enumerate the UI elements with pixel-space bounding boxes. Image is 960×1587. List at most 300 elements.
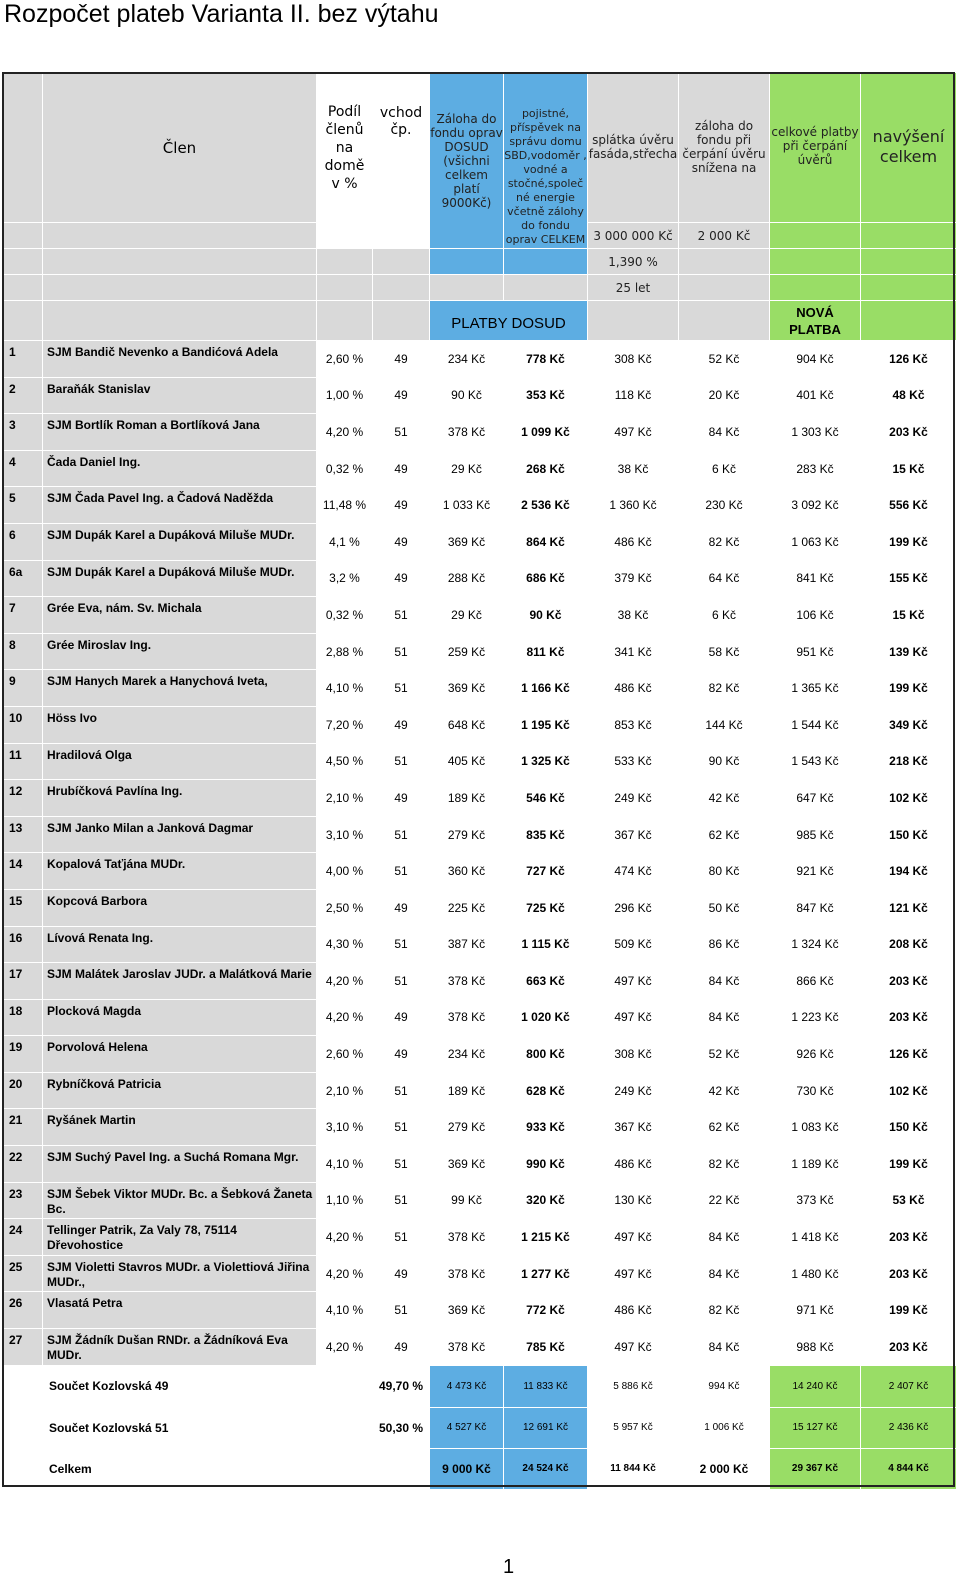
sum-increase-total: 4 844 Kč bbox=[861, 1448, 957, 1489]
header-celkove: celkové platby při čerpání úvěrů bbox=[770, 73, 861, 223]
sum-deposit-reduced: 2 000 Kč bbox=[679, 1448, 770, 1489]
sum-loan-installment: 5 957 Kč bbox=[588, 1407, 679, 1448]
sum-deposit-current: 9 000 Kč bbox=[430, 1448, 504, 1489]
payment-current: 800 Kč bbox=[504, 1036, 588, 1073]
increase-total: 48 Kč bbox=[861, 377, 957, 414]
loan-installment: 249 Kč bbox=[588, 1072, 679, 1109]
deposit-reduced: 22 Kč bbox=[679, 1182, 770, 1219]
deposit-current: 378 Kč bbox=[430, 1219, 504, 1256]
total-new-payment: 841 Kč bbox=[770, 560, 861, 597]
deposit-reduced: 52 Kč bbox=[679, 1036, 770, 1073]
increase-total: 102 Kč bbox=[861, 780, 957, 817]
payment-current: 268 Kč bbox=[504, 450, 588, 487]
deposit-reduced: 6 Kč bbox=[679, 450, 770, 487]
payment-current: 628 Kč bbox=[504, 1072, 588, 1109]
row-number: 14 bbox=[3, 853, 43, 890]
loan-installment: 474 Kč bbox=[588, 853, 679, 890]
share-percent: 3,10 % bbox=[317, 1109, 373, 1146]
share-percent: 4,20 % bbox=[317, 1329, 373, 1366]
deposit-current: 279 Kč bbox=[430, 816, 504, 853]
share-percent: 4,10 % bbox=[317, 670, 373, 707]
entrance-number: 51 bbox=[373, 1109, 430, 1146]
deposit-current: 288 Kč bbox=[430, 560, 504, 597]
row-number: 13 bbox=[3, 816, 43, 853]
entrance-number: 49 bbox=[373, 341, 430, 378]
entrance-number: 51 bbox=[373, 1146, 430, 1183]
table-row bbox=[3, 706, 957, 743]
sum-increase-total: 2 436 Kč bbox=[861, 1407, 957, 1448]
loan-installment: 379 Kč bbox=[588, 560, 679, 597]
increase-total: 15 Kč bbox=[861, 450, 957, 487]
entrance-number: 49 bbox=[373, 487, 430, 524]
member-name: Tellinger Patrik, Za Valy 78, 75114 Dřevohostice bbox=[43, 1219, 317, 1256]
member-name: SJM Dupák Karel a Dupáková Miluše MUDr. bbox=[43, 560, 317, 597]
increase-total: 556 Kč bbox=[861, 487, 957, 524]
deposit-current: 1 033 Kč bbox=[430, 487, 504, 524]
loan-installment: 130 Kč bbox=[588, 1182, 679, 1219]
share-percent: 1,00 % bbox=[317, 377, 373, 414]
deposit-current: 369 Kč bbox=[430, 670, 504, 707]
table-row bbox=[3, 1072, 957, 1109]
table-row bbox=[3, 633, 957, 670]
deposit-reduced: 84 Kč bbox=[679, 963, 770, 1000]
member-name: Kopalová Taťjána MUDr. bbox=[43, 853, 317, 890]
table-row bbox=[3, 1109, 957, 1146]
deposit-current: 378 Kč bbox=[430, 963, 504, 1000]
member-name: Čada Daniel Ing. bbox=[43, 450, 317, 487]
entrance-number: 51 bbox=[373, 743, 430, 780]
loan-installment: 497 Kč bbox=[588, 999, 679, 1036]
loan-installment: 341 Kč bbox=[588, 633, 679, 670]
payment-current: 1 325 Kč bbox=[504, 743, 588, 780]
total-new-payment: 283 Kč bbox=[770, 450, 861, 487]
deposit-reduced: 62 Kč bbox=[679, 1109, 770, 1146]
deposit-current: 648 Kč bbox=[430, 706, 504, 743]
increase-total: 203 Kč bbox=[861, 414, 957, 451]
sum-deposit-current: 4 473 Kč bbox=[430, 1365, 504, 1407]
member-name: Grée Eva, nám. Sv. Michala bbox=[43, 597, 317, 634]
table-row bbox=[3, 853, 957, 890]
share-percent: 4,20 % bbox=[317, 1255, 373, 1292]
deposit-current: 99 Kč bbox=[430, 1182, 504, 1219]
deposit-current: 360 Kč bbox=[430, 853, 504, 890]
deposit-reduced: 84 Kč bbox=[679, 1255, 770, 1292]
sum-loan-installment: 11 844 Kč bbox=[588, 1448, 679, 1489]
deposit-current: 378 Kč bbox=[430, 999, 504, 1036]
share-percent: 3,2 % bbox=[317, 560, 373, 597]
table-row bbox=[3, 743, 957, 780]
increase-total: 150 Kč bbox=[861, 816, 957, 853]
share-percent: 4,20 % bbox=[317, 963, 373, 1000]
entrance-number: 51 bbox=[373, 926, 430, 963]
deposit-current: 369 Kč bbox=[430, 523, 504, 560]
increase-total: 150 Kč bbox=[861, 1109, 957, 1146]
table-row bbox=[3, 523, 957, 560]
entrance-number: 49 bbox=[373, 523, 430, 560]
table-row bbox=[3, 1182, 957, 1219]
payment-current: 990 Kč bbox=[504, 1146, 588, 1183]
entrance-number: 49 bbox=[373, 706, 430, 743]
deposit-reduced: 82 Kč bbox=[679, 670, 770, 707]
header-pojistne: pojistné, příspěvek na správu domu SBD,vodoměr , vodné a stočné,společ né energie včetně zálohy do fondu oprav CELKEM bbox=[504, 73, 588, 249]
share-percent: 4,00 % bbox=[317, 853, 373, 890]
entrance-number: 49 bbox=[373, 1036, 430, 1073]
total-new-payment: 1 083 Kč bbox=[770, 1109, 861, 1146]
increase-total: 194 Kč bbox=[861, 853, 957, 890]
total-new-payment: 1 365 Kč bbox=[770, 670, 861, 707]
total-new-payment: 988 Kč bbox=[770, 1329, 861, 1366]
member-name: SJM Janko Milan a Janková Dagmar bbox=[43, 816, 317, 853]
table-row bbox=[3, 597, 957, 634]
share-percent: 4,30 % bbox=[317, 926, 373, 963]
loan-installment: 497 Kč bbox=[588, 414, 679, 451]
sum-label: Celkem bbox=[3, 1448, 373, 1489]
deposit-reduced: 84 Kč bbox=[679, 999, 770, 1036]
table-row bbox=[3, 1036, 957, 1073]
increase-total: 203 Kč bbox=[861, 1329, 957, 1366]
deposit-current: 29 Kč bbox=[430, 597, 504, 634]
share-percent: 4,20 % bbox=[317, 414, 373, 451]
table-row bbox=[3, 341, 957, 378]
deposit-current: 369 Kč bbox=[430, 1146, 504, 1183]
deposit-current: 189 Kč bbox=[430, 780, 504, 817]
payment-current: 663 Kč bbox=[504, 963, 588, 1000]
payment-current: 686 Kč bbox=[504, 560, 588, 597]
entrance-number: 51 bbox=[373, 670, 430, 707]
total-new-payment: 847 Kč bbox=[770, 889, 861, 926]
deposit-reduced: 82 Kč bbox=[679, 1146, 770, 1183]
deposit-reduced: 58 Kč bbox=[679, 633, 770, 670]
increase-total: 126 Kč bbox=[861, 1036, 957, 1073]
total-new-payment: 951 Kč bbox=[770, 633, 861, 670]
deposit-reduced: 90 Kč bbox=[679, 743, 770, 780]
row-number: 2 bbox=[3, 377, 43, 414]
loan-installment: 509 Kč bbox=[588, 926, 679, 963]
row-number: 24 bbox=[3, 1219, 43, 1256]
total-new-payment: 1 324 Kč bbox=[770, 926, 861, 963]
increase-total: 199 Kč bbox=[861, 670, 957, 707]
loan-installment: 497 Kč bbox=[588, 963, 679, 1000]
row-number: 22 bbox=[3, 1146, 43, 1183]
member-name: Lívová Renata Ing. bbox=[43, 926, 317, 963]
increase-total: 53 Kč bbox=[861, 1182, 957, 1219]
increase-total: 15 Kč bbox=[861, 597, 957, 634]
total-new-payment: 1 063 Kč bbox=[770, 523, 861, 560]
sum-increase-total: 2 407 Kč bbox=[861, 1365, 957, 1407]
deposit-current: 259 Kč bbox=[430, 633, 504, 670]
header-splatka: splátka úvěru fasáda,střecha bbox=[588, 73, 679, 223]
loan-installment: 367 Kč bbox=[588, 1109, 679, 1146]
nova-platba-label: NOVÁ PLATBA bbox=[770, 301, 861, 341]
loan-installment: 38 Kč bbox=[588, 597, 679, 634]
member-name: Grée Miroslav Ing. bbox=[43, 633, 317, 670]
share-percent: 4,10 % bbox=[317, 1146, 373, 1183]
member-name: SJM Violetti Stavros MUDr. a Violettiová Jiřina MUDr., bbox=[43, 1255, 317, 1292]
entrance-number: 51 bbox=[373, 633, 430, 670]
share-percent: 0,32 % bbox=[317, 450, 373, 487]
row-number: 10 bbox=[3, 706, 43, 743]
table-row bbox=[3, 450, 957, 487]
loan-installment: 118 Kč bbox=[588, 377, 679, 414]
table-row bbox=[3, 560, 957, 597]
increase-total: 203 Kč bbox=[861, 963, 957, 1000]
deposit-reduced: 52 Kč bbox=[679, 341, 770, 378]
payment-current: 2 536 Kč bbox=[504, 487, 588, 524]
payment-current: 1 195 Kč bbox=[504, 706, 588, 743]
sum-loan-installment: 5 886 Kč bbox=[588, 1365, 679, 1407]
sum-deposit-reduced: 994 Kč bbox=[679, 1365, 770, 1407]
row-number: 4 bbox=[3, 450, 43, 487]
entrance-number: 51 bbox=[373, 414, 430, 451]
increase-total: 199 Kč bbox=[861, 523, 957, 560]
row-number: 6 bbox=[3, 523, 43, 560]
loan-installment: 486 Kč bbox=[588, 1292, 679, 1329]
header-zaloha-snizena: záloha do fondu při čerpání úvěru snížena na bbox=[679, 73, 770, 223]
loan-installment: 38 Kč bbox=[588, 450, 679, 487]
entrance-number: 51 bbox=[373, 597, 430, 634]
share-percent: 1,10 % bbox=[317, 1182, 373, 1219]
deposit-reduced: 144 Kč bbox=[679, 706, 770, 743]
entrance-number: 51 bbox=[373, 1219, 430, 1256]
member-name: SJM Čada Pavel Ing. a Čadová Naděžda bbox=[43, 487, 317, 524]
member-name: Kopcová Barbora bbox=[43, 889, 317, 926]
row-number: 15 bbox=[3, 889, 43, 926]
row-number: 26 bbox=[3, 1292, 43, 1329]
total-new-payment: 1 223 Kč bbox=[770, 999, 861, 1036]
payment-current: 1 277 Kč bbox=[504, 1255, 588, 1292]
deposit-reduced: 42 Kč bbox=[679, 1072, 770, 1109]
member-name: Plocková Magda bbox=[43, 999, 317, 1036]
sum-row bbox=[3, 1365, 957, 1407]
total-new-payment: 1 189 Kč bbox=[770, 1146, 861, 1183]
payment-current: 1 099 Kč bbox=[504, 414, 588, 451]
member-name: SJM Žádník Dušan RNDr. a Žádníková Eva MUDr. bbox=[43, 1329, 317, 1366]
table-row bbox=[3, 1219, 957, 1256]
row-number: 7 bbox=[3, 597, 43, 634]
share-percent: 0,32 % bbox=[317, 597, 373, 634]
increase-total: 349 Kč bbox=[861, 706, 957, 743]
member-name: Baraňák Stanislav bbox=[43, 377, 317, 414]
sum-total-new-payment: 15 127 Kč bbox=[770, 1407, 861, 1448]
sum-deposit-current: 4 527 Kč bbox=[430, 1407, 504, 1448]
header-clen: Člen bbox=[43, 73, 317, 223]
row-number: 19 bbox=[3, 1036, 43, 1073]
row-number: 23 bbox=[3, 1182, 43, 1219]
deposit-current: 29 Kč bbox=[430, 450, 504, 487]
total-new-payment: 904 Kč bbox=[770, 341, 861, 378]
sum-row bbox=[3, 1407, 957, 1448]
row-number: 27 bbox=[3, 1329, 43, 1366]
total-new-payment: 1 480 Kč bbox=[770, 1255, 861, 1292]
loan-installment: 486 Kč bbox=[588, 670, 679, 707]
entrance-number: 49 bbox=[373, 780, 430, 817]
increase-total: 139 Kč bbox=[861, 633, 957, 670]
header-navyseni: navýšení celkem bbox=[861, 73, 957, 223]
total-new-payment: 373 Kč bbox=[770, 1182, 861, 1219]
entrance-number: 51 bbox=[373, 853, 430, 890]
loan-installment: 308 Kč bbox=[588, 1036, 679, 1073]
share-percent: 2,10 % bbox=[317, 780, 373, 817]
member-name: SJM Malátek Jaroslav JUDr. a Malátková Marie bbox=[43, 963, 317, 1000]
deposit-current: 234 Kč bbox=[430, 341, 504, 378]
total-new-payment: 985 Kč bbox=[770, 816, 861, 853]
share-percent: 2,60 % bbox=[317, 341, 373, 378]
payment-current: 835 Kč bbox=[504, 816, 588, 853]
loan-installment: 497 Kč bbox=[588, 1219, 679, 1256]
deposit-reduced: 84 Kč bbox=[679, 414, 770, 451]
entrance-number: 49 bbox=[373, 889, 430, 926]
row-number: 5 bbox=[3, 487, 43, 524]
total-new-payment: 1 303 Kč bbox=[770, 414, 861, 451]
uver-castka: 3 000 000 Kč bbox=[588, 223, 679, 249]
entrance-number: 49 bbox=[373, 999, 430, 1036]
share-percent: 2,88 % bbox=[317, 633, 373, 670]
total-new-payment: 866 Kč bbox=[770, 963, 861, 1000]
deposit-reduced: 50 Kč bbox=[679, 889, 770, 926]
deposit-current: 378 Kč bbox=[430, 414, 504, 451]
loan-installment: 308 Kč bbox=[588, 341, 679, 378]
table-row bbox=[3, 487, 957, 524]
total-new-payment: 971 Kč bbox=[770, 1292, 861, 1329]
row-number: 6a bbox=[3, 560, 43, 597]
deposit-current: 369 Kč bbox=[430, 1292, 504, 1329]
total-new-payment: 401 Kč bbox=[770, 377, 861, 414]
header-podil: Podíl členů na domě v % bbox=[317, 73, 373, 223]
sum-label: Součet Kozlovská 51 bbox=[3, 1407, 373, 1448]
loan-installment: 249 Kč bbox=[588, 780, 679, 817]
share-percent: 4,10 % bbox=[317, 1292, 373, 1329]
row-number: 3 bbox=[3, 414, 43, 451]
deposit-current: 90 Kč bbox=[430, 377, 504, 414]
total-new-payment: 647 Kč bbox=[770, 780, 861, 817]
payment-current: 727 Kč bbox=[504, 853, 588, 890]
page-number: 1 bbox=[503, 1556, 515, 1578]
header-zaloha-dosud: Záloha do fondu oprav DOSUD (všichni celkem platí 9000Kč) bbox=[430, 73, 504, 249]
row-number: 11 bbox=[3, 743, 43, 780]
member-name: Ryšánek Martin bbox=[43, 1109, 317, 1146]
table-row bbox=[3, 1329, 957, 1366]
deposit-reduced: 84 Kč bbox=[679, 1219, 770, 1256]
row-number: 18 bbox=[3, 999, 43, 1036]
payment-current: 785 Kč bbox=[504, 1329, 588, 1366]
deposit-reduced: 82 Kč bbox=[679, 523, 770, 560]
member-name: SJM Hanych Marek a Hanychová Iveta, bbox=[43, 670, 317, 707]
row-number: 20 bbox=[3, 1072, 43, 1109]
member-name: SJM Bortlík Roman a Bortlíková Jana bbox=[43, 414, 317, 451]
share-percent: 2,60 % bbox=[317, 1036, 373, 1073]
entrance-number: 49 bbox=[373, 1329, 430, 1366]
deposit-reduced: 20 Kč bbox=[679, 377, 770, 414]
sum-percent bbox=[373, 1448, 430, 1489]
share-percent: 4,50 % bbox=[317, 743, 373, 780]
total-new-payment: 3 092 Kč bbox=[770, 487, 861, 524]
entrance-number: 49 bbox=[373, 377, 430, 414]
header-vchod: vchod čp. bbox=[373, 73, 430, 223]
total-new-payment: 1 544 Kč bbox=[770, 706, 861, 743]
share-percent: 4,1 % bbox=[317, 523, 373, 560]
total-new-payment: 1 418 Kč bbox=[770, 1219, 861, 1256]
increase-total: 199 Kč bbox=[861, 1146, 957, 1183]
share-percent: 3,10 % bbox=[317, 816, 373, 853]
row-number: 9 bbox=[3, 670, 43, 707]
member-name: Rybníčková Patricia bbox=[43, 1072, 317, 1109]
increase-total: 203 Kč bbox=[861, 999, 957, 1036]
payment-current: 864 Kč bbox=[504, 523, 588, 560]
member-name: SJM Šebek Viktor MUDr. Bc. a Šebková Žaneta Bc. bbox=[43, 1182, 317, 1219]
payment-current: 1 215 Kč bbox=[504, 1219, 588, 1256]
share-percent: 4,20 % bbox=[317, 999, 373, 1036]
sum-percent: 49,70 % bbox=[373, 1365, 430, 1407]
member-name: SJM Bandič Nevenko a Bandićová Adela bbox=[43, 341, 317, 378]
share-percent: 2,50 % bbox=[317, 889, 373, 926]
payment-current: 1 166 Kč bbox=[504, 670, 588, 707]
increase-total: 203 Kč bbox=[861, 1255, 957, 1292]
entrance-number: 51 bbox=[373, 1182, 430, 1219]
total-new-payment: 921 Kč bbox=[770, 853, 861, 890]
entrance-number: 49 bbox=[373, 1255, 430, 1292]
sum-percent: 50,30 % bbox=[373, 1407, 430, 1448]
table-row bbox=[3, 1255, 957, 1292]
increase-total: 218 Kč bbox=[861, 743, 957, 780]
table-row bbox=[3, 963, 957, 1000]
loan-installment: 486 Kč bbox=[588, 523, 679, 560]
deposit-reduced: 64 Kč bbox=[679, 560, 770, 597]
payment-current: 1 020 Kč bbox=[504, 999, 588, 1036]
member-name: Vlasatá Petra bbox=[43, 1292, 317, 1329]
loan-installment: 853 Kč bbox=[588, 706, 679, 743]
share-percent: 11,48 % bbox=[317, 487, 373, 524]
increase-total: 121 Kč bbox=[861, 889, 957, 926]
member-name: Hradilová Olga bbox=[43, 743, 317, 780]
payment-current: 353 Kč bbox=[504, 377, 588, 414]
table-row bbox=[3, 889, 957, 926]
platby-dosud-label: PLATBY DOSUD bbox=[430, 301, 588, 341]
total-new-payment: 1 543 Kč bbox=[770, 743, 861, 780]
deposit-current: 225 Kč bbox=[430, 889, 504, 926]
sum-total-new-payment: 29 367 Kč bbox=[770, 1448, 861, 1489]
share-percent: 2,10 % bbox=[317, 1072, 373, 1109]
sum-payment-current: 24 524 Kč bbox=[504, 1448, 588, 1489]
deposit-current: 378 Kč bbox=[430, 1329, 504, 1366]
urok: 1,390 % bbox=[588, 249, 679, 275]
payment-current: 778 Kč bbox=[504, 341, 588, 378]
payment-current: 811 Kč bbox=[504, 633, 588, 670]
loan-installment: 497 Kč bbox=[588, 1329, 679, 1366]
increase-total: 102 Kč bbox=[861, 1072, 957, 1109]
deposit-current: 405 Kč bbox=[430, 743, 504, 780]
table-row bbox=[3, 377, 957, 414]
deposit-reduced: 6 Kč bbox=[679, 597, 770, 634]
sum-deposit-reduced: 1 006 Kč bbox=[679, 1407, 770, 1448]
row-number: 21 bbox=[3, 1109, 43, 1146]
deposit-reduced: 82 Kč bbox=[679, 1292, 770, 1329]
entrance-number: 49 bbox=[373, 450, 430, 487]
increase-total: 199 Kč bbox=[861, 1292, 957, 1329]
deposit-reduced: 86 Kč bbox=[679, 926, 770, 963]
member-name: Hrubíčková Pavlína Ing. bbox=[43, 780, 317, 817]
deposit-current: 234 Kč bbox=[430, 1036, 504, 1073]
increase-total: 155 Kč bbox=[861, 560, 957, 597]
member-name: Porvolová Helena bbox=[43, 1036, 317, 1073]
payment-current: 725 Kč bbox=[504, 889, 588, 926]
deposit-reduced: 80 Kč bbox=[679, 853, 770, 890]
entrance-number: 51 bbox=[373, 963, 430, 1000]
share-percent: 4,20 % bbox=[317, 1219, 373, 1256]
increase-total: 208 Kč bbox=[861, 926, 957, 963]
row-number: 1 bbox=[3, 341, 43, 378]
table-row bbox=[3, 670, 957, 707]
increase-total: 126 Kč bbox=[861, 341, 957, 378]
